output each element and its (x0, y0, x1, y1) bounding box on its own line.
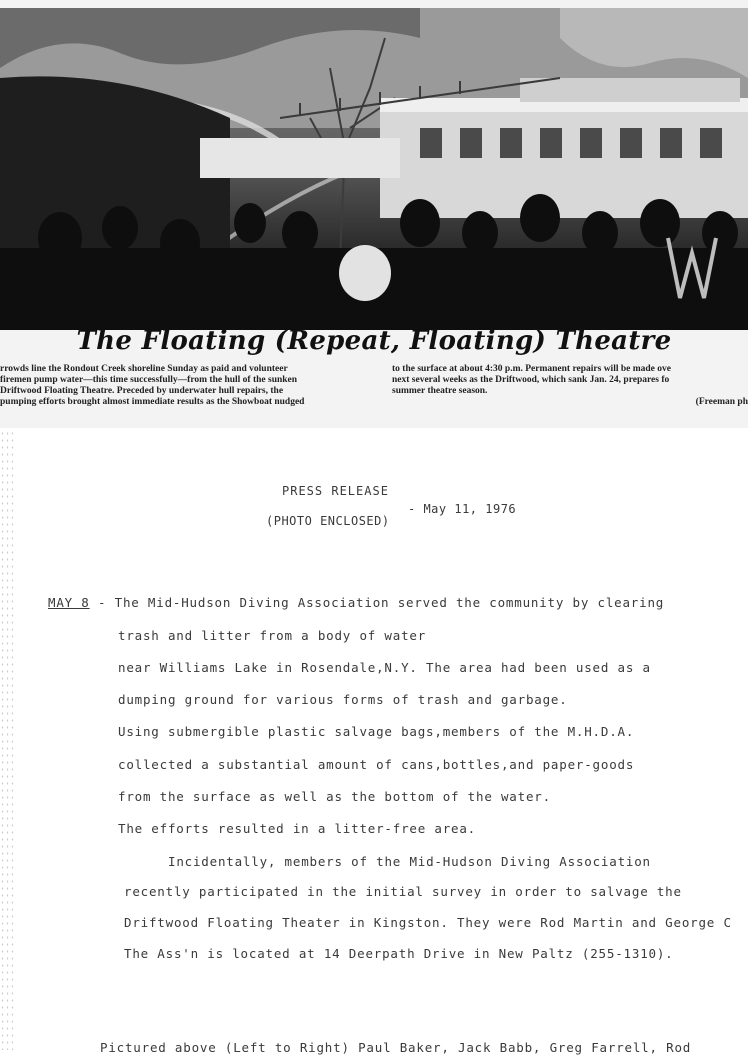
photo-credit: (Freeman ph (695, 397, 748, 407)
caption-left-line: pumping efforts brought almost immediate results as the Showboat nudged (0, 397, 305, 407)
event-date-label: MAY 8 (48, 595, 90, 610)
margin-speckle (0, 430, 14, 1050)
clipping-headline: The Floating (Repeat, Floating) Theatre (76, 326, 672, 356)
body-line-4: dumping ground for various forms of trash and garbage. (118, 692, 568, 707)
press-release-title: PRESS RELEASE (282, 484, 389, 498)
body-line-2: trash and litter from a body of water (118, 628, 427, 643)
release-date: - May 11, 1976 (408, 502, 517, 516)
body-line-9: Incidentally, members of the Mid-Hudson Diving Association (168, 854, 651, 869)
body-line-11: Driftwood Floating Theater in Kingston. They were Rod Martin and George C (124, 915, 732, 930)
clipping-caption-left (0, 364, 372, 408)
body-line-10: recently participated in the initial survey in order to salvage the (124, 884, 682, 899)
caption-right-line: next several weeks as the Driftwood, which sank Jan. 24, prepares fo (392, 375, 670, 385)
photo-enclosed-note: (PHOTO ENCLOSED) (266, 514, 390, 528)
body-line-8: The efforts resulted in a litter-free area. (118, 821, 477, 836)
body-line-12: The Ass'n is located at 14 Deerpath Drive in New Paltz (255-1310). (124, 946, 674, 961)
showboat-photo (0, 8, 748, 330)
caption-right-line: summer theatre season. (392, 386, 488, 396)
caption-left-line: rrowds line the Rondout Creek shoreline Sunday as paid and volunteer (0, 364, 288, 374)
pictured-caption: Pictured above (Left to Right) Paul Baker, Jack Babb, Greg Farrell, Rod (100, 1040, 692, 1055)
caption-left-line: Driftwood Floating Theatre. Preceded by underwater hull repairs, the (0, 386, 284, 396)
body-line-5: Using submergible plastic salvage bags,members of the M.H.D.A. (118, 724, 635, 739)
body-text: - The Mid-Hudson Diving Association served the community by clearing (89, 595, 665, 610)
body-line-6: collected a substantial amount of cans,bottles,and paper-goods (118, 757, 635, 772)
showboat-photo-drawing (0, 8, 748, 330)
body-line-7: from the surface as well as the bottom of the water. (118, 789, 551, 804)
newspaper-clipping (0, 0, 748, 428)
caption-left-line: firemen pump water—this time successfully—from the hull of the sunken (0, 375, 298, 385)
clipping-caption-right (392, 364, 748, 408)
body-line-1 (48, 595, 664, 610)
caption-right-line: to the surface at about 4:30 p.m. Permanent repairs will be made ove (392, 364, 671, 374)
body-line-3: near Williams Lake in Rosendale,N.Y. The area had been used as a (118, 660, 651, 675)
